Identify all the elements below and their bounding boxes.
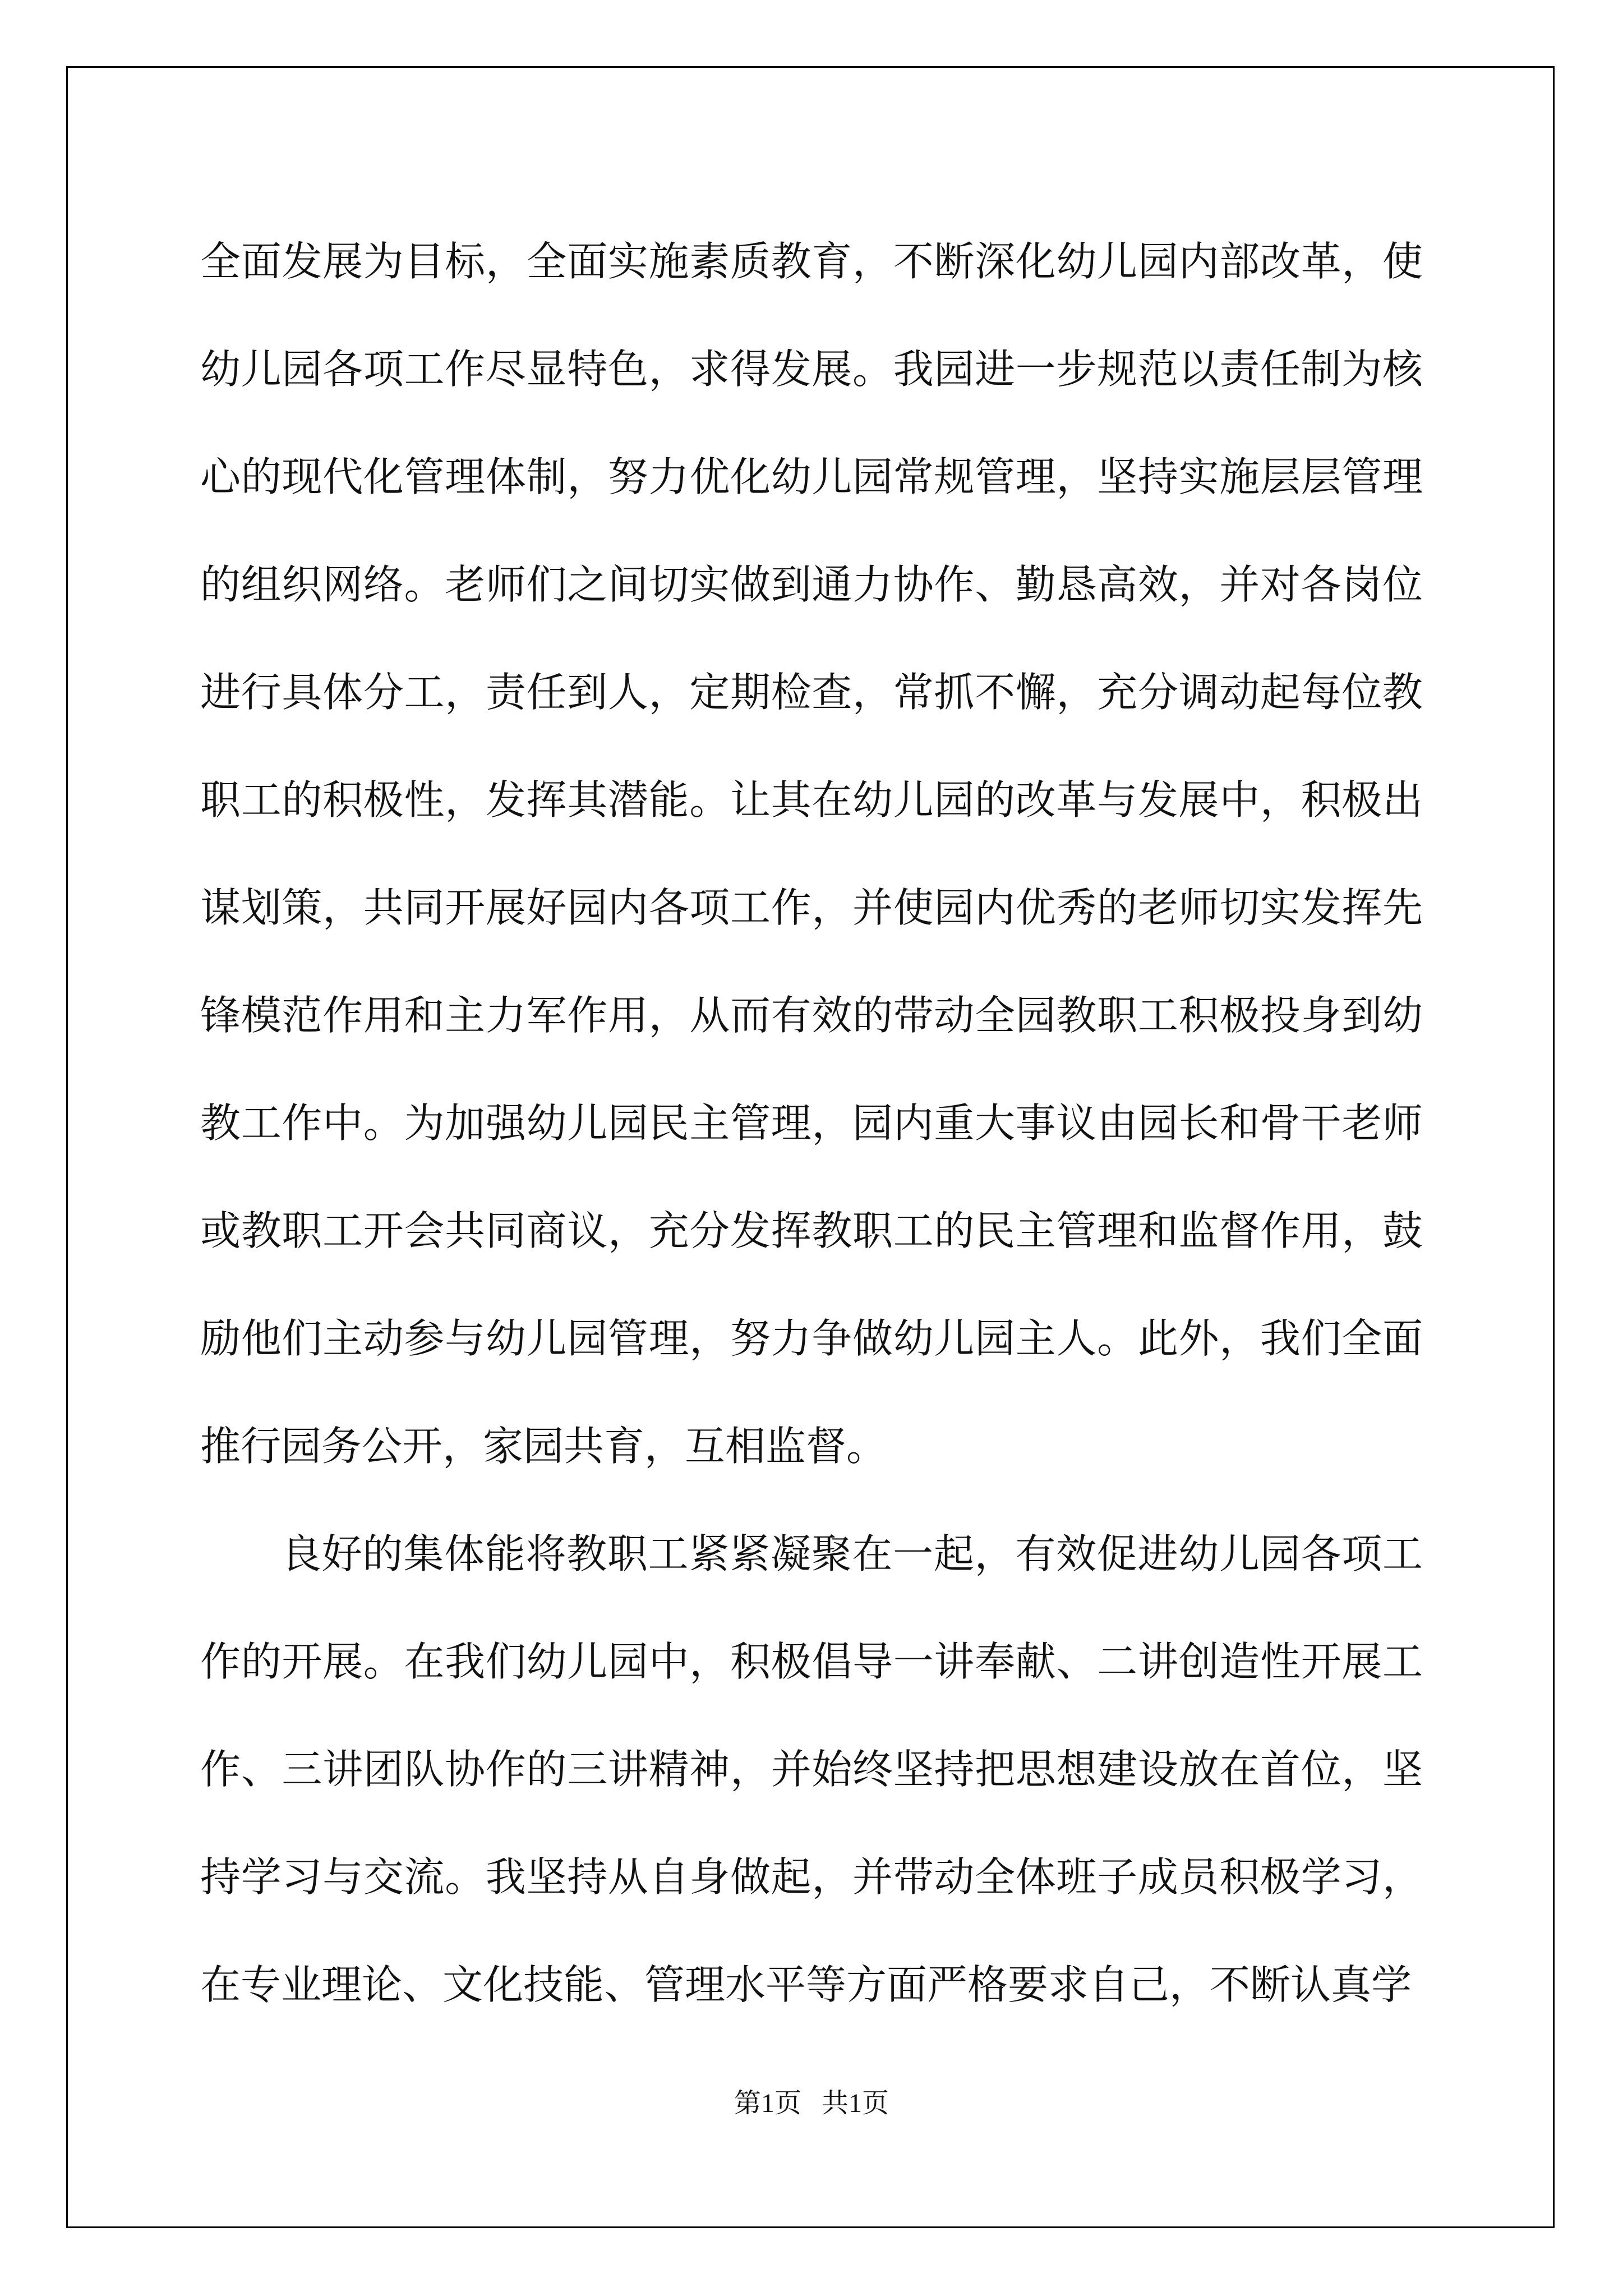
page-footer: 第1页 共1页 bbox=[734, 2088, 889, 2118]
paragraph-1: 全面发展为目标，全面实施素质教育，不断深化幼儿园内部改革，使幼儿园各项工作尽显特色，求得发展。我园进一步规范以责任制为核心的现代化管理体制，努力优化幼儿园常规管理，坚持实施层层管理的组织网络。老师们之间切实做到通力协作、勤恳高效，并对各岗位进行具体分工，责任到人，定期检查，常抓不懈，充分调动起每位教职工的积极性，发挥其潜能。让其在幼儿园的改革与发展中，积极出谋划策，共同开展好园内各项工作，并使园内优秀的老师切实发挥先锋模范作用和主力军作用，从而有效的带动全园教职工积极投身到幼教工作中。为加强幼儿园民主管理，园内重大事议由园长和骨干老师或教职工开会共同商议，充分发挥教职工的民主管理和监督作用，鼓励他们主动参与幼儿园管理，努力争做幼儿园主人。此外，我们全面推行园务公开，家园共育，互相监督。 bbox=[200, 238, 1423, 1470]
document-body bbox=[200, 208, 1423, 2039]
paragraph-2: 良好的集体能将教职工紧紧凝聚在一起，有效促进幼儿园各项工作的开展。在我们幼儿园中，积极倡导一讲奉献、二讲创造性开展工作、三讲团队协作的三讲精神，并始终坚持把思想建设放在首位，坚持学习与交流。我坚持从自身做起，并带动全体班子成员积极学习，在专业理论、文化技能、管理水平等方面严格要求自己，不断认真学 bbox=[200, 1530, 1423, 2008]
